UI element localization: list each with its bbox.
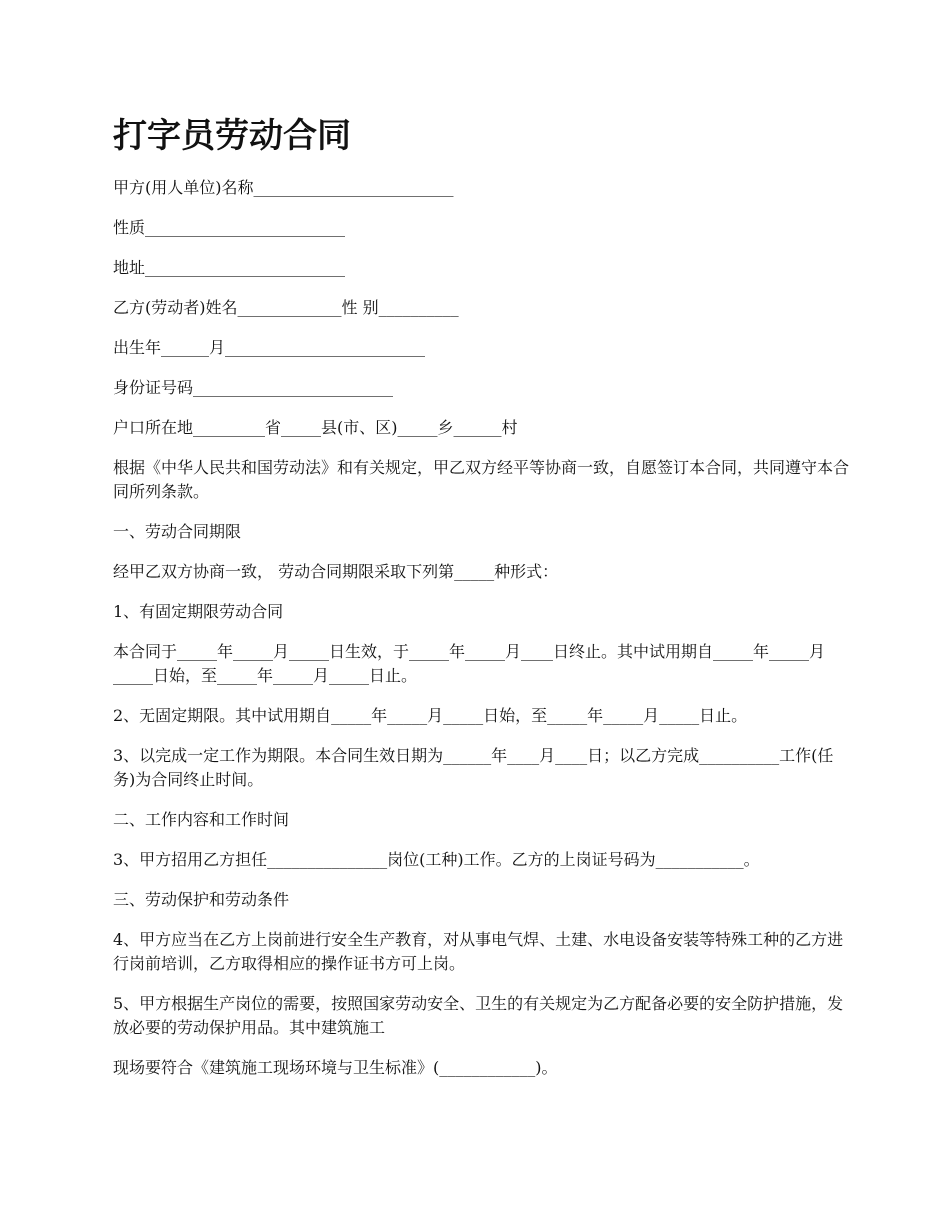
section-heading-protection: 三、劳动保护和劳动条件	[113, 890, 290, 909]
fixed-term-paragraph: 本合同于_____年_____月_____日生效，于_____年_____月____日终止。其中试用期自_____年_____月_____日始，至_____年_____月_____日止。	[113, 642, 826, 685]
id-number-line: 身份证号码_________________________	[113, 378, 394, 397]
position-paragraph: 3、甲方招用乙方担任_______________岗位(工种)工作。乙方的上岗证号码为___________。	[113, 850, 760, 869]
party-a-nature-line: 性质_________________________	[113, 218, 346, 237]
document-title: 打字员劳动合同	[113, 116, 351, 156]
fixed-term-heading: 1、有固定期限劳动合同	[113, 602, 284, 621]
household-registration-line: 户口所在地_________省_____县(市、区)_____乡______村	[113, 418, 518, 437]
task-term-paragraph: 3、以完成一定工作为期限。本合同生效日期为______年____月____日；以乙方完成__________工作(任务)为合同终止时间。	[113, 746, 834, 789]
party-a-name-line: 甲方(用人单位)名称_________________________	[113, 178, 454, 197]
term-form-paragraph: 经甲乙双方协商一致， 劳动合同期限采取下列第_____种形式：	[113, 562, 559, 581]
document-page	[113, 110, 853, 1096]
section-heading-term: 一、劳动合同期限	[113, 522, 242, 541]
open-term-paragraph: 2、无固定期限。其中试用期自_____年_____月_____日始，至_____年_____月_____日止。	[113, 706, 748, 725]
party-b-name-gender-line: 乙方(劳动者)姓名_____________性 别__________	[113, 298, 459, 317]
section-heading-work: 二、工作内容和工作时间	[113, 810, 290, 829]
party-a-address-line: 地址_________________________	[113, 258, 346, 277]
birth-date-line: 出生年______月_________________________	[113, 338, 426, 357]
safety-training-paragraph: 4、甲方应当在乙方上岗前进行安全生产教育，对从事电气焊、土建、水电设备安装等特殊工种的乙方进行岗前培训，乙方取得相应的操作证书方可上岗。	[113, 930, 844, 973]
protective-equipment-paragraph: 5、甲方根据生产岗位的需要，按照国家劳动安全、卫生的有关规定为乙方配备必要的安全防护措施，发放必要的劳动保护用品。其中建筑施工	[113, 994, 844, 1037]
preamble-paragraph: 根据《中华人民共和国劳动法》和有关规定，甲乙双方经平等协商一致，自愿签订本合同，共同遵守本合同所列条款。	[113, 458, 850, 501]
site-standard-paragraph: 现场要符合《建筑施工现场环境与卫生标准》(____________)。	[113, 1058, 558, 1077]
